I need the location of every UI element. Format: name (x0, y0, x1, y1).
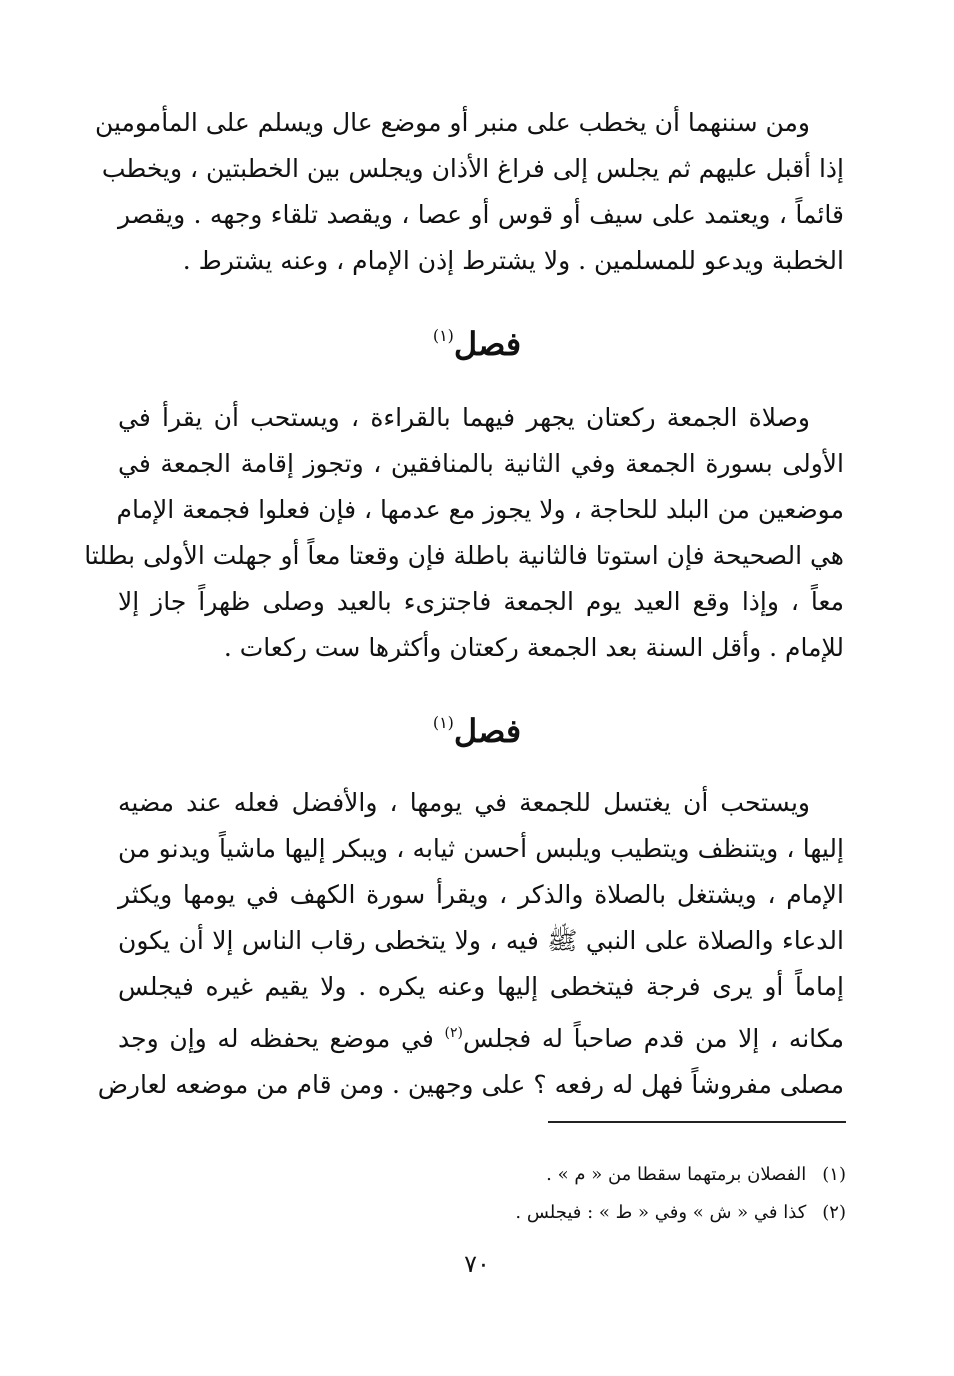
paragraph-2-line-3: موضعين من البلد للحاجة ، ولا يجوز مع عدمها ، فإن فعلوا فجمعة الإمام (116, 495, 844, 524)
section-heading-1 (0, 325, 954, 363)
page-number: ٧٠ (464, 1250, 490, 1278)
paragraph-3-line-1: ويستحب أن يغتسل للجمعة في يومها ، والأفضل فعله عند مضيه (118, 788, 810, 817)
footnote-1-number: (١) (822, 1164, 846, 1185)
footnote-divider (548, 1121, 846, 1123)
section-heading-2-title: فصل (453, 712, 522, 750)
paragraph-3-line-5: إماماً أو يرى فرجة فيتخطى إليها وعنه يكره . ولا يقيم غيره فيجلس (118, 972, 844, 1001)
paragraph-2-line-6: للإمام . وأقل السنة بعد الجمعة ركعتان وأكثرها ست ركعات . (223, 633, 844, 662)
section-heading-1-note: (١) (432, 326, 454, 345)
paragraph-1 (94, 100, 844, 284)
footnote-1 (400, 1156, 846, 1194)
paragraph-1-line-1: ومن سننهما أن يخطب على منبر أو موضع عال ويسلم على المأمومين (94, 108, 810, 137)
paragraph-3-line-6 (118, 1010, 844, 1062)
paragraph-3-line-3: الإمام ، ويشتغل بالصلاة والذكر ، ويقرأ سورة الكهف في يومها ويكثر (118, 880, 844, 909)
paragraph-2-line-5: معاً ، وإذا وقع العيد يوم الجمعة فاجتزىء بالعيد وصلى ظهراً جاز إلا (118, 587, 844, 616)
section-heading-1-title: فصل (453, 325, 522, 363)
footnote-2 (400, 1194, 846, 1232)
paragraph-1-line-3: قائماً ، ويعتمد على سيف أو قوس أو عصا ، ويقصد تلقاء وجهه . ويقصر (118, 200, 844, 229)
footnotes (400, 1156, 846, 1232)
footnote-2-text: كذا في « ش » وفي « ط » : فيجلس . (515, 1202, 807, 1223)
footnote-1-text: الفصلان برمتهما سقطا من « م » . (546, 1164, 807, 1185)
paragraph-3-line-2: إليها ، ويتنظف ويتطيب ويلبس أحسن ثيابه ، ويبكر إليها ماشياً ويدنو من (118, 834, 844, 863)
footnote-ref-2: (٢) (444, 1025, 463, 1041)
paragraph-2-line-4: هي الصحيحة فإن استوتا فالثانية باطلة فإن وقعتا معاً أو جهلت الأولى بطلتا (84, 541, 844, 570)
paragraph-1-line-2: إذا أقبل عليهم ثم يجلس إلى فراغ الأذان ويجلس بين الخطبتين ، ويخطب (101, 154, 844, 183)
paragraph-3-line-6-start: مكانه ، إلا من قدم صاحباً له فجلس (462, 1024, 844, 1053)
footnote-2-number: (٢) (822, 1202, 846, 1223)
paragraph-3 (97, 780, 844, 1108)
paragraph-2 (84, 395, 844, 671)
paragraph-2-line-1: وصلاة الجمعة ركعتان يجهر فيهما بالقراءة ، ويستحب أن يقرأ في (118, 403, 810, 432)
paragraph-3-line-6-end: في موضع يحفظه له وإن وجد (118, 1024, 445, 1053)
paragraph-1-line-4: الخطبة ويدعو للمسلمين . ولا يشترط إذن الإمام ، وعنه يشترط . (182, 246, 844, 275)
section-heading-2-note: (١) (432, 713, 454, 732)
paragraph-3-line-7: مصلى مفروشاً فهل له رفعه ؟ على وجهين . ومن قام من موضعه لعارض (97, 1070, 844, 1099)
paragraph-2-line-2: الأولى بسورة الجمعة وفي الثانية بالمنافقين ، وتجوز إقامة الجمعة في (118, 449, 844, 478)
paragraph-3-line-4: الدعاء والصلاة على النبي ﷺ فيه ، ولا يتخطى رقاب الناس إلا أن يكون (118, 926, 844, 955)
section-heading-2 (0, 712, 954, 750)
